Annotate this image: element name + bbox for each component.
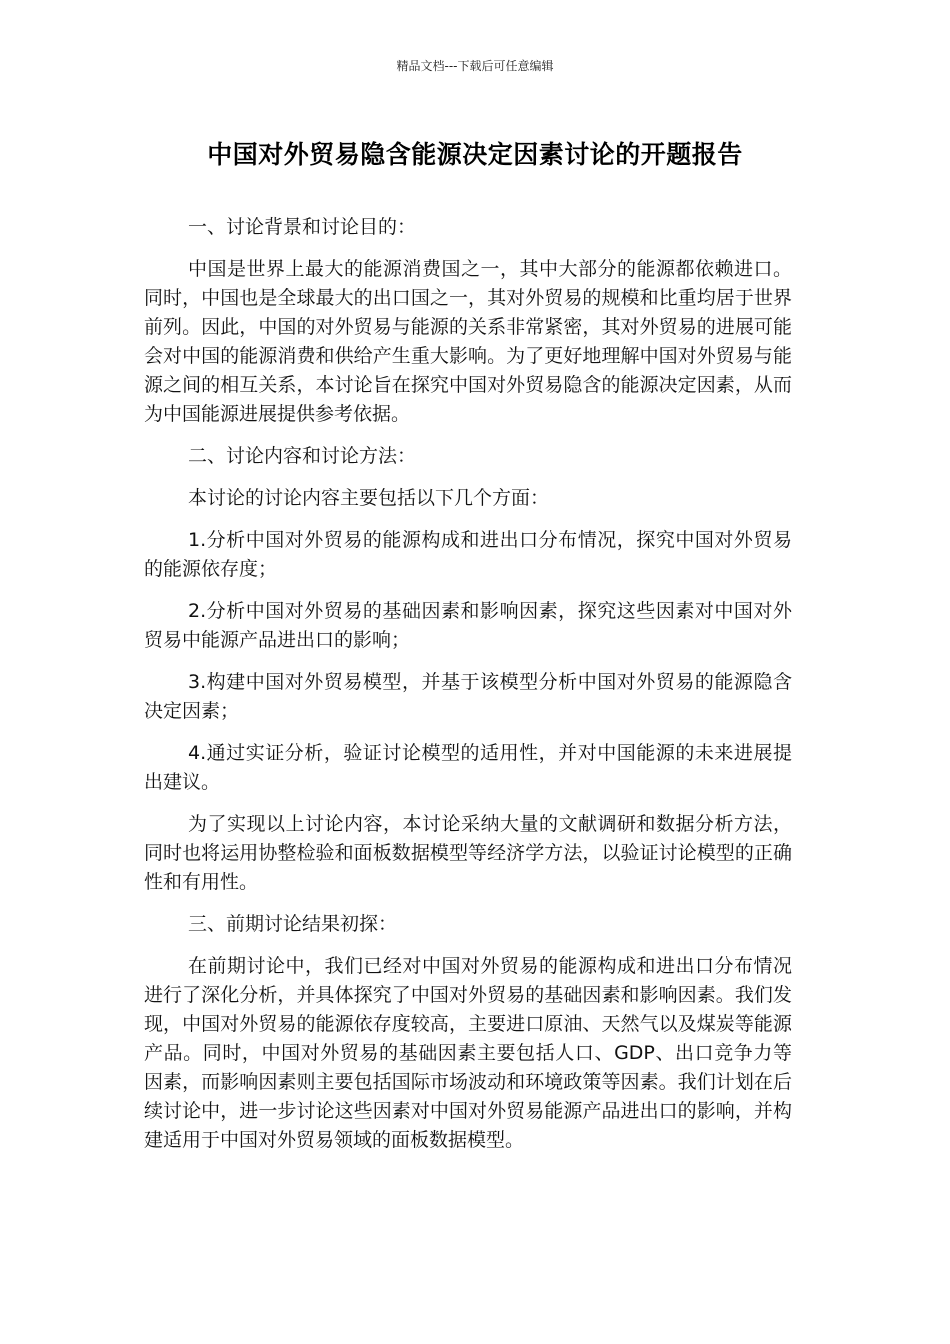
paragraph-content-intro: 本讨论的讨论内容主要包括以下几个方面： [188,487,550,509]
paragraph-preliminary: 在前期讨论中，我们已经对中国对外贸易的能源构成和进出口分布情况进行了深化分析，并具体探究了中国对外贸易的基础因素和影响因素。我们发现，中国对外贸易的能源依存度较高，主要进口原油、天然气以及煤炭等能源产品。同时，中国对外贸易的基础因素主要包括人口、GDP、出口竞争力等因素，而影响因素则主要包括国际市场波动和环境政策等因素。我们计划在后续讨论中，进一步讨论这些因素对中国对外贸易能源产品进出口的影响，并构建适用于中国对外贸易领域的面板数据模型。 [144,955,792,1151]
document-title: 中国对外贸易隐含能源决定因素讨论的开题报告 [207,140,743,169]
header-note: 精品文档---下载后可任意编辑 [396,59,554,73]
section-heading-preliminary: 三、前期讨论结果初探： [188,913,398,935]
list-item-1: 1.分析中国对外贸易的能源构成和进出口分布情况，探究中国对外贸易的能源依存度； [144,529,792,580]
list-item-3: 3.构建中国对外贸易模型，并基于该模型分析中国对外贸易的能源隐含决定因素； [144,671,792,722]
document-body [144,213,792,1168]
list-item-2: 2.分析中国对外贸易的基础因素和影响因素，探究这些因素对中国对外贸易中能源产品进出口的影响； [144,600,792,651]
section-heading-content-methods: 二、讨论内容和讨论方法： [188,445,417,467]
list-item-4: 4.通过实证分析，验证讨论模型的适用性，并对中国能源的未来进展提出建议。 [144,742,792,793]
paragraph-methods: 为了实现以上讨论内容，本讨论采纳大量的文献调研和数据分析方法，同时也将运用协整检验和面板数据模型等经济学方法，以验证讨论模型的正确性和有用性。 [144,813,792,893]
paragraph-background: 中国是世界上最大的能源消费国之一，其中大部分的能源都依赖进口。同时，中国也是全球最大的出口国之一，其对外贸易的规模和比重均居于世界前列。因此，中国的对外贸易与能源的关系非常紧密，其对外贸易的进展可能会对中国的能源消费和供给产生重大影响。为了更好地理解中国对外贸易与能源之间的相互关系，本讨论旨在探究中国对外贸易隐含的能源决定因素，从而为中国能源进展提供参考依据。 [144,258,792,425]
section-heading-background: 一、讨论背景和讨论目的： [188,216,417,238]
